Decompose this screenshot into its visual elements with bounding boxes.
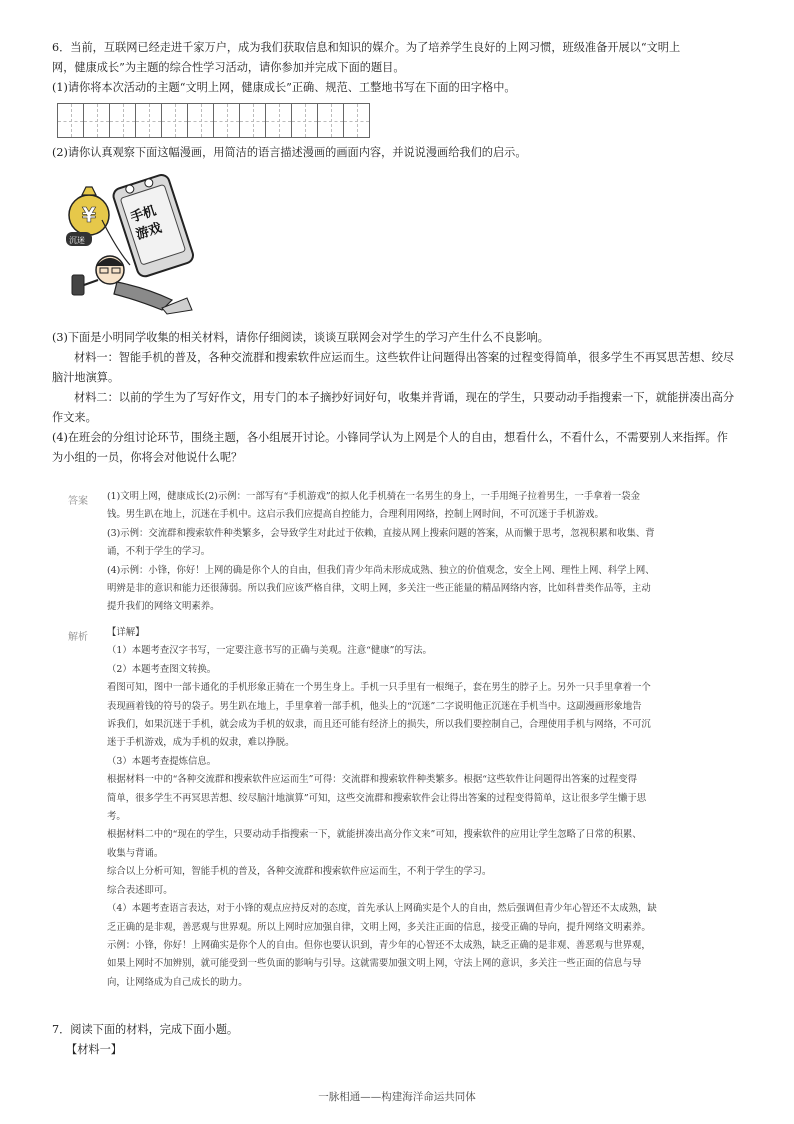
analysis-line: 如果上网时不加辨别，就可能受到一些负面的影响与引导。这就需要加强文明上网，守法上网的意识，多关注一些正面的信息与导	[107, 958, 642, 970]
grid-cell[interactable]	[265, 103, 292, 138]
analysis-line: 示例：小锋，你好！上网确实是你个人的自由。但你也要认识到，青少年的心智还不太成熟，缺乏正确的是非观、善恶观与世界观，	[107, 939, 651, 951]
analysis-line: 表现画着钱的符号的袋子。男生趴在地上，手里拿着一部手机，他头上的“沉迷”二字说明他正沉迷在手机当中。这副漫画形象地告	[107, 700, 642, 712]
answer-line: 诵，不利于学生的学习。	[107, 546, 211, 558]
q6-intro-line-1: 6．当前，互联网已经走进千家万户，成为我们获取信息和知识的媒介。为了培养学生良好的上网习惯，班级准备开展以“文明上	[52, 41, 681, 54]
analysis-line: 根据材料一中的“各种交流群和搜索软件应运而生”可得：交流群和搜索软件种类繁多。根据“这些软件让问题得出答案的过程变得	[107, 774, 638, 786]
money-symbol: ¥	[82, 203, 96, 227]
q6-part1: (1)请你将本次活动的主题“文明上网，健康成长”正确、规范、工整地书写在下面的田字格中。	[52, 81, 516, 94]
grid-cell[interactable]	[343, 103, 370, 138]
q6-part3-block	[52, 328, 752, 468]
analysis-line: 乏正确的是非观，善恶观与世界观。所以上网时应加强自律，文明上网，多关注正面的信息，接受正确的导向，提升网络文明素养。	[107, 921, 651, 933]
material1-line-1: 材料一：智能手机的普及，各种交流群和搜索软件应运而生。这些软件让问题得出答案的过程变得简单，很多学生不再冥思苦想、绞尽	[74, 351, 735, 364]
answer-line: 钱。男生趴在地上，沉迷在手机中。这启示我们应提高自控能力，合理利用网络，控制上网时间，不可沉迷于手机游戏。	[107, 509, 604, 521]
tianzige-grid[interactable]	[57, 103, 369, 138]
grid-cell[interactable]	[109, 103, 136, 138]
q6-part4-line-2: 为小组的一员，你将会对他说什么呢？	[52, 451, 243, 464]
answer-block	[107, 488, 707, 617]
addiction-badge: 沉迷	[69, 236, 85, 245]
phone-text-2: 游戏	[134, 220, 164, 243]
q7-title: 7．阅读下面的材料，完成下面小题。	[52, 1023, 239, 1036]
analysis-line: 根据材料二中的“现在的学生，只要动动手指搜索一下，就能拼凑出高分作文来”可知，搜索软件的应用让学生忽略了日常的积累、	[107, 829, 642, 841]
analysis-line: 综合表述即可。	[107, 884, 173, 896]
analysis-label: 解析	[68, 632, 88, 643]
q6-part3: (3)下面是小明同学收集的相关材料，请你仔细阅读，谈谈互联网会对学生的学习产生什么不良影响。	[52, 331, 549, 344]
answer-label: 答案	[68, 496, 88, 507]
grid-cell[interactable]	[317, 103, 344, 138]
analysis-line: 【详解】	[107, 627, 145, 638]
answer-line: (3)示例：交流群和搜索软件种类繁多，会导致学生对此过于依赖，直接从网上搜索问题的答案，从而懒于思考，忽视积累和收集、背	[107, 527, 655, 539]
analysis-line: 看图可知，图中一部卡通化的手机形象正骑在一个男生身上。手机一只手里有一根绳子，套在男生的脖子上。另外一只手里拿着一个	[107, 682, 651, 694]
analysis-line: （2）本题考查图文转换。	[107, 663, 217, 675]
grid-cell[interactable]	[135, 103, 162, 138]
grid-cell[interactable]	[161, 103, 188, 138]
analysis-block	[107, 624, 707, 992]
analysis-line: 简单，很多学生不再冥思苦想、绞尽脑汁地演算”可知，这些交流群和搜索软件会让得出答案的过程变得简单，这让很多学生懒于思	[107, 792, 647, 804]
grid-cell[interactable]	[187, 103, 214, 138]
grid-cell[interactable]	[213, 103, 240, 138]
material2-line-2: 作文来。	[52, 411, 97, 424]
grid-cell[interactable]	[239, 103, 266, 138]
grid-cell[interactable]	[57, 103, 84, 138]
material1-line-2: 脑汁地演算。	[52, 371, 120, 384]
analysis-line: 综合以上分析可知，智能手机的普及，各种交流群和搜索软件应运而生，不利于学生的学习。	[107, 866, 492, 878]
material2-line-1: 材料二：以前的学生为了写好作文，用专门的本子摘抄好词好句，收集并背诵，现在的学生，只要动动手指搜索一下，就能拼凑出高分	[74, 391, 735, 404]
grid-cell[interactable]	[83, 103, 110, 138]
analysis-line: 诉我们，如果沉迷于手机，就会成为手机的奴隶，而且还可能有经济上的损失，所以我们要控制自己，合理使用手机与网络，不可沉	[107, 719, 651, 731]
analysis-line: （1）本题考查汉字书写，一定要注意书写的正确与美观。注意“健康”的写法。	[107, 645, 432, 657]
q6-intro-line-2: 网，健康成长”为主题的综合性学习活动，请你参加并完成下面的题目。	[52, 61, 405, 74]
q7-block	[52, 1020, 752, 1060]
answer-line: 明辨是非的意识和能力还很薄弱。所以我们应该严格自律，文明上网，多关注一些正能量的精品网络内容，比如科普类作品等，主动	[107, 583, 651, 595]
phone-text-1: 手机	[128, 203, 159, 226]
analysis-line: 迷于手机游戏，成为手机的奴隶，难以挣脱。	[107, 737, 295, 749]
cartoon-phone-game-illustration	[62, 170, 202, 315]
q6-part4-line-1: (4)在班会的分组讨论环节，围绕主题，各小组展开讨论。小锋同学认为上网是个人的自由，想看什么，不看什么，不需要别人来指挥。作	[52, 431, 728, 444]
q7-material-heading: 【材料一】	[66, 1043, 122, 1056]
q6-part2: (2)请你认真观察下面这幅漫画，用简洁的语言描述漫画的画面内容，并说说漫画给我们的启示。	[52, 146, 527, 159]
analysis-line: 考。	[107, 811, 126, 823]
answer-line: 提升我们的网络文明素养。	[107, 601, 220, 613]
grid-cell[interactable]	[291, 103, 318, 138]
answer-line: (1)文明上网，健康成长(2)示例：一部写有“手机游戏”的拟人化手机骑在一名男生的身上，一手用绳子拉着男生，一手拿着一袋金	[107, 491, 641, 502]
answer-line: (4)示例：小锋，你好！上网的确是你个人的自由，但我们青少年尚未形成成熟、独立的价值观念，安全上网、理性上网、科学上网、	[107, 564, 655, 576]
analysis-line: 向，让网络成为自己成长的助力。	[107, 976, 248, 988]
q6-intro	[52, 38, 752, 98]
page-footer: 一脉相通——构建海洋命运共同体	[318, 1091, 476, 1103]
analysis-line: 收集与背诵。	[107, 847, 164, 859]
analysis-line: （3）本题考查提炼信息。	[107, 755, 217, 767]
analysis-line: （4）本题考查语言表达，对于小锋的观点应持反对的态度，首先承认上网确实是个人的自由，然后强调但青少年心智还不太成熟，缺	[107, 903, 657, 915]
